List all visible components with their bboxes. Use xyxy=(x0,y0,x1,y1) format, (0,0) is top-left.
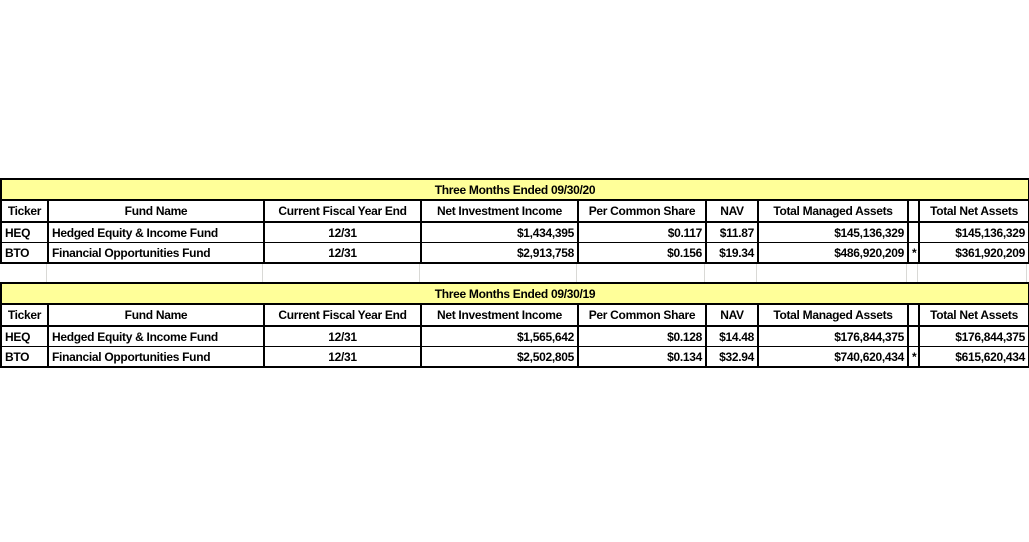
cell-nav[interactable]: $11.87 xyxy=(706,222,758,243)
column-gridline xyxy=(419,264,420,282)
header-cell-total-managed-assets[interactable]: Total Managed Assets xyxy=(758,304,908,326)
fund-table-2019-period xyxy=(0,282,1029,368)
column-header-row xyxy=(1,304,1029,326)
cell-fiscal-year-end[interactable]: 12/31 xyxy=(264,347,421,368)
header-cell-fund-name[interactable]: Fund Name xyxy=(48,200,264,222)
cell-total-managed-assets[interactable]: $176,844,375 xyxy=(758,326,908,347)
cell-total-managed-assets[interactable]: $145,136,329 xyxy=(758,222,908,243)
cell-total-managed-assets[interactable]: $740,620,434 xyxy=(758,347,908,368)
cell-net-investment-income[interactable]: $2,913,758 xyxy=(421,243,578,264)
cell-fund-name[interactable]: Financial Opportunities Fund xyxy=(48,347,264,368)
column-gridline xyxy=(906,264,907,282)
column-gridline xyxy=(917,264,918,282)
cell-total-net-assets[interactable]: $145,136,329 xyxy=(919,222,1029,243)
cell-ticker[interactable]: BTO xyxy=(1,243,48,264)
cell-per-common-share[interactable]: $0.128 xyxy=(578,326,706,347)
cell-fund-name[interactable]: Financial Opportunities Fund xyxy=(48,243,264,264)
cell-total-net-assets[interactable]: $361,920,209 xyxy=(919,243,1029,264)
header-cell-fiscal-year-end[interactable]: Current Fiscal Year End xyxy=(264,200,421,222)
cell-footnote-marker[interactable]: * xyxy=(908,347,919,368)
header-cell-per-common-share[interactable]: Per Common Share xyxy=(578,200,706,222)
cell-total-managed-assets[interactable]: $486,920,209 xyxy=(758,243,908,264)
table-row xyxy=(1,222,1029,243)
cell-nav[interactable]: $14.48 xyxy=(706,326,758,347)
column-gridline xyxy=(576,264,577,282)
cell-per-common-share[interactable]: $0.134 xyxy=(578,347,706,368)
period-title-cell[interactable]: Three Months Ended 09/30/20 xyxy=(1,179,1029,200)
header-cell-fund-name[interactable]: Fund Name xyxy=(48,304,264,326)
cell-nav[interactable]: $32.94 xyxy=(706,347,758,368)
table-row xyxy=(1,243,1029,264)
header-cell-net-investment-income[interactable]: Net Investment Income xyxy=(421,304,578,326)
cell-per-common-share[interactable]: $0.156 xyxy=(578,243,706,264)
fund-table-2020-period xyxy=(0,178,1029,264)
column-gridline xyxy=(46,264,47,282)
cell-footnote-marker[interactable]: * xyxy=(908,243,919,264)
cell-footnote-marker[interactable] xyxy=(908,222,919,243)
cell-fiscal-year-end[interactable]: 12/31 xyxy=(264,243,421,264)
table-row xyxy=(1,347,1029,368)
header-cell-nav[interactable]: NAV xyxy=(706,304,758,326)
cell-ticker[interactable]: BTO xyxy=(1,347,48,368)
header-cell-total-managed-assets[interactable]: Total Managed Assets xyxy=(758,200,908,222)
cell-net-investment-income[interactable]: $1,565,642 xyxy=(421,326,578,347)
period-title-cell[interactable]: Three Months Ended 09/30/19 xyxy=(1,283,1029,304)
cell-fiscal-year-end[interactable]: 12/31 xyxy=(264,326,421,347)
header-cell-footnote[interactable] xyxy=(908,200,919,222)
table-row xyxy=(1,326,1029,347)
grid-gap-row xyxy=(0,264,1028,282)
header-cell-footnote[interactable] xyxy=(908,304,919,326)
cell-per-common-share[interactable]: $0.117 xyxy=(578,222,706,243)
column-header-row xyxy=(1,200,1029,222)
cell-ticker[interactable]: HEQ xyxy=(1,326,48,347)
cell-total-net-assets[interactable]: $176,844,375 xyxy=(919,326,1029,347)
cell-net-investment-income[interactable]: $1,434,395 xyxy=(421,222,578,243)
cell-total-net-assets[interactable]: $615,620,434 xyxy=(919,347,1029,368)
cell-fund-name[interactable]: Hedged Equity & Income Fund xyxy=(48,326,264,347)
cell-fund-name[interactable]: Hedged Equity & Income Fund xyxy=(48,222,264,243)
header-cell-ticker[interactable]: Ticker xyxy=(1,304,48,326)
cell-nav[interactable]: $19.34 xyxy=(706,243,758,264)
period-title-row xyxy=(1,179,1029,200)
header-cell-net-investment-income[interactable]: Net Investment Income xyxy=(421,200,578,222)
spreadsheet-region xyxy=(0,178,1028,368)
header-cell-total-net-assets[interactable]: Total Net Assets xyxy=(919,304,1029,326)
header-cell-per-common-share[interactable]: Per Common Share xyxy=(578,304,706,326)
cell-net-investment-income[interactable]: $2,502,805 xyxy=(421,347,578,368)
period-title-row xyxy=(1,283,1029,304)
column-gridline xyxy=(262,264,263,282)
header-cell-total-net-assets[interactable]: Total Net Assets xyxy=(919,200,1029,222)
column-gridline xyxy=(756,264,757,282)
header-cell-fiscal-year-end[interactable]: Current Fiscal Year End xyxy=(264,304,421,326)
cell-ticker[interactable]: HEQ xyxy=(1,222,48,243)
column-gridline xyxy=(704,264,705,282)
column-gridline xyxy=(1026,264,1027,282)
header-cell-nav[interactable]: NAV xyxy=(706,200,758,222)
header-cell-ticker[interactable]: Ticker xyxy=(1,200,48,222)
cell-fiscal-year-end[interactable]: 12/31 xyxy=(264,222,421,243)
cell-footnote-marker[interactable] xyxy=(908,326,919,347)
